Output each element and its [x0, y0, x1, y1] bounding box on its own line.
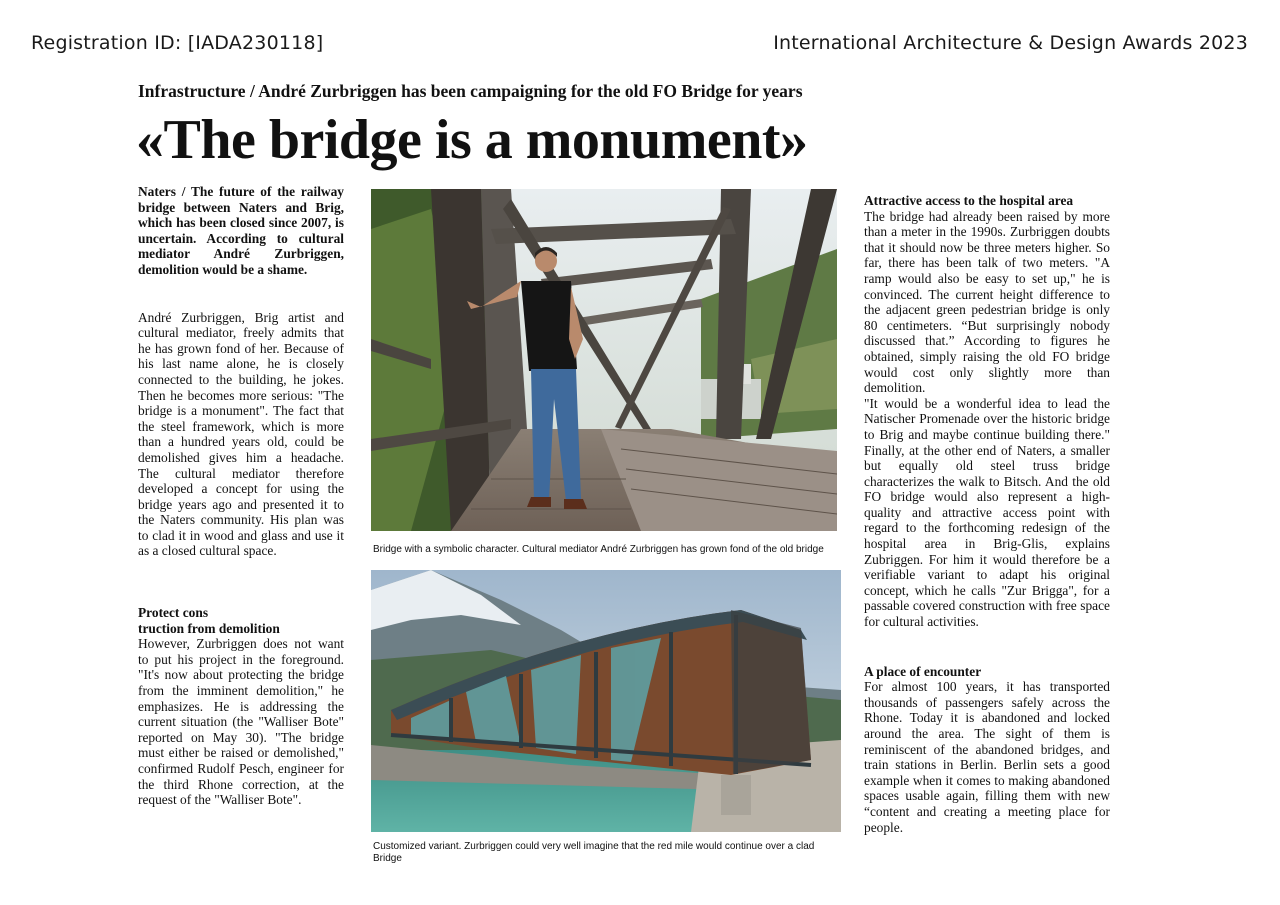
subheading-access: Attractive access to the hospital area: [864, 193, 1074, 208]
article-lead: Naters / The future of the railway bridge between Naters and Brig, which has been closed since 2007, is uncertain. According to cultural mediator André Zurbriggen, demolition would be a shame.: [138, 184, 344, 277]
left-column: [138, 184, 344, 808]
body-paragraph-1: André Zurbriggen, Brig artist and cultural mediator, freely admits that he has grown fond of her. Because of his last name alone, he is closely connected to the building, he jokes. Then he becomes more serious: "The bridge is a monument". The fact that the steel framework, which is more than a hundred years old, could be demolished gives him a headache. The cultural mediator therefore developed a concept for using the bridge years ago and presented it to the Naters community. His plan was to clad it in wood and glass and use it as a closed cultural space.: [138, 309, 344, 559]
registration-id: Registration ID: [IADA230118]: [31, 32, 324, 54]
body-paragraph-3: The bridge had already been raised by more than a meter in the 1990s. Zurbriggen doubts that it should now be three meters higher. So far, there has been talk of two meters. "A ramp would also be easy to set up," he is convinced. The current height difference to the adjacent green pedestrian bridge is only 80 centimeters. “But surprisingly nobody discussed that.” According to figures he obtained, simply raising the old FO bridge would cost only slightly more than demolition.: [864, 208, 1110, 396]
award-title: International Architecture & Design Awards 2023: [773, 32, 1248, 54]
body-paragraph-2: However, Zurbriggen does not want to put his project in the foreground. "It's now about protecting the bridge from the imminent demolition," he emphasizes. He is addressing the current situation (the "Walliser Bote" reported on May 30). "The bridge must either be raised or demolished," confirmed Rudolf Pesch, engineer for the third Rhone correction, at the request of the "Walliser Bote".: [138, 636, 344, 808]
photo1-caption: Bridge with a symbolic character. Cultural mediator André Zurbriggen has grown fond of the old bridge: [373, 544, 824, 555]
subheading-protect-line2: truction from demolition: [138, 620, 280, 636]
photo-bridge-with-man: [371, 189, 837, 531]
subheading-protect-line1: Protect cons: [138, 605, 209, 621]
subheading-protect: [138, 605, 344, 636]
article-kicker: Infrastructure / André Zurbriggen has been campaigning for the old FO Bridge for years: [138, 81, 803, 101]
photo2-caption: Customized variant. Zurbriggen could very well imagine that the red mile would continue over a clad Bridge: [373, 841, 815, 864]
subheading-encounter: A place of encounter: [864, 663, 982, 679]
article-headline: «The bridge is a monument»: [136, 109, 808, 171]
right-column: [864, 193, 1110, 835]
photo-clad-bridge-rendering: [371, 570, 841, 832]
body-paragraph-4: "It would be a wonderful idea to lead the Natischer Promenade over the historic bridge to Brig and maybe continue building there." Finally, at the other end of Naters, a smaller but equally old steel truss bridge characterizes the walk to Bitsch. And the old FO bridge would also represent a high-quality and attractive access point with regard to the forthcoming redesign of the hospital area in Brig-Glis, explains Zubriggen. For him it would therefore be a verifiable variant to adapt his original concept, which he calls "Zur Brigga", for a passable covered construction with free space for cultural activities.: [864, 395, 1110, 630]
body-paragraph-5: For almost 100 years, it has transported thousands of passengers safely across the Rhone. Today it is abandoned and locked around the area. The sight of them is reminiscent of the abandoned bridges, and train stations in Berlin. Berlin sets a good example when it comes to making abandoned spaces usable again, filling them with new “content and creating a meeting place for people.: [864, 679, 1110, 835]
